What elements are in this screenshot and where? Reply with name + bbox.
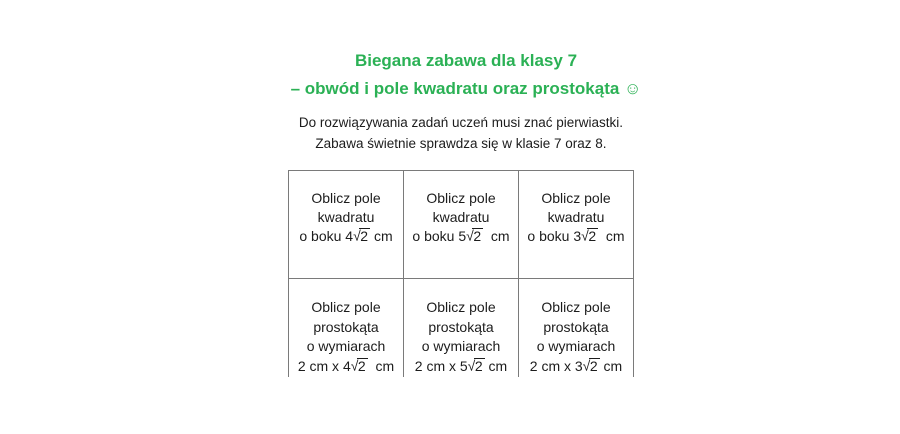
square-root <box>466 228 483 244</box>
table-row-rectangles <box>289 279 634 378</box>
table-cell-square-1 <box>289 171 404 279</box>
math-suffix: cm <box>598 228 625 244</box>
square-root <box>351 358 368 374</box>
table-cell-square-3 <box>519 171 634 279</box>
math-suffix: cm <box>599 357 623 374</box>
cell-line: o wymiarach <box>306 338 386 354</box>
square-root <box>581 228 598 244</box>
math-expression <box>289 227 403 246</box>
radicand: 2 <box>360 228 369 244</box>
task-table <box>11 170 900 377</box>
cell-line: prostokąta <box>543 318 609 335</box>
table-cell-rectangle-3 <box>519 279 634 378</box>
table-cell-rectangle-2 <box>404 279 519 378</box>
radical-icon: √ <box>466 227 474 244</box>
math-suffix: cm <box>484 357 508 374</box>
radicand: 2 <box>588 228 597 244</box>
radical-icon: √ <box>582 357 591 373</box>
radicand: 2 <box>589 357 598 374</box>
intro-line-2: Zabawa świetnie sprawdza się w klasie 7 oraz 8. <box>315 136 607 151</box>
square-root <box>583 358 600 374</box>
title-line-1: Biegana zabawa dla klasy 7 <box>354 51 578 70</box>
radical-icon: √ <box>467 357 476 373</box>
cell-line: Oblicz pole <box>426 299 496 315</box>
radical-icon: √ <box>353 227 361 244</box>
cell-line: kwadratu <box>317 209 375 225</box>
math-prefix: o boku 3 <box>527 228 582 244</box>
title-line-2: – obwód i pole kwadratu oraz prostokąta ☺ <box>290 79 642 98</box>
math-prefix: 2 cm x 4 <box>297 357 351 374</box>
cell-line: Oblicz pole <box>541 299 611 315</box>
document-title <box>11 47 900 103</box>
radicand: 2 <box>474 357 483 374</box>
radicand: 2 <box>473 228 482 244</box>
cell-line: Oblicz pole <box>311 190 381 206</box>
cell-line: o wymiarach <box>421 338 501 354</box>
math-suffix: cm <box>483 228 510 244</box>
cell-line: Oblicz pole <box>426 190 496 206</box>
intro-line-1: Do rozwiązywania zadań uczeń musi znać pierwiastki. <box>298 115 624 130</box>
math-expression <box>289 357 403 377</box>
intro-paragraph <box>11 112 900 154</box>
math-prefix: 2 cm x 5 <box>414 357 468 374</box>
cell-line: kwadratu <box>432 209 490 225</box>
math-suffix: cm <box>370 228 393 244</box>
square-root <box>468 358 485 374</box>
math-expression <box>519 227 633 246</box>
math-prefix: o boku 4 <box>299 228 354 244</box>
radical-icon: √ <box>581 227 589 244</box>
cell-line: o wymiarach <box>536 338 616 354</box>
math-prefix: o boku 5 <box>412 228 467 244</box>
cell-line: kwadratu <box>547 209 605 225</box>
math-expression <box>404 357 518 377</box>
table-cell-rectangle-1 <box>289 279 404 378</box>
math-expression <box>404 227 518 246</box>
radicand: 2 <box>357 357 366 374</box>
table-cell-square-2 <box>404 171 519 279</box>
cell-line: prostokąta <box>428 318 494 335</box>
math-expression <box>519 357 633 377</box>
math-prefix: 2 cm x 3 <box>529 357 583 374</box>
square-root <box>353 228 370 244</box>
task-grid <box>288 170 634 377</box>
math-suffix: cm <box>367 357 395 374</box>
cell-line: Oblicz pole <box>541 190 611 206</box>
radical-icon: √ <box>350 357 359 373</box>
cell-line: Oblicz pole <box>311 299 381 315</box>
table-row-squares <box>289 171 634 279</box>
cell-line: prostokąta <box>313 318 379 335</box>
